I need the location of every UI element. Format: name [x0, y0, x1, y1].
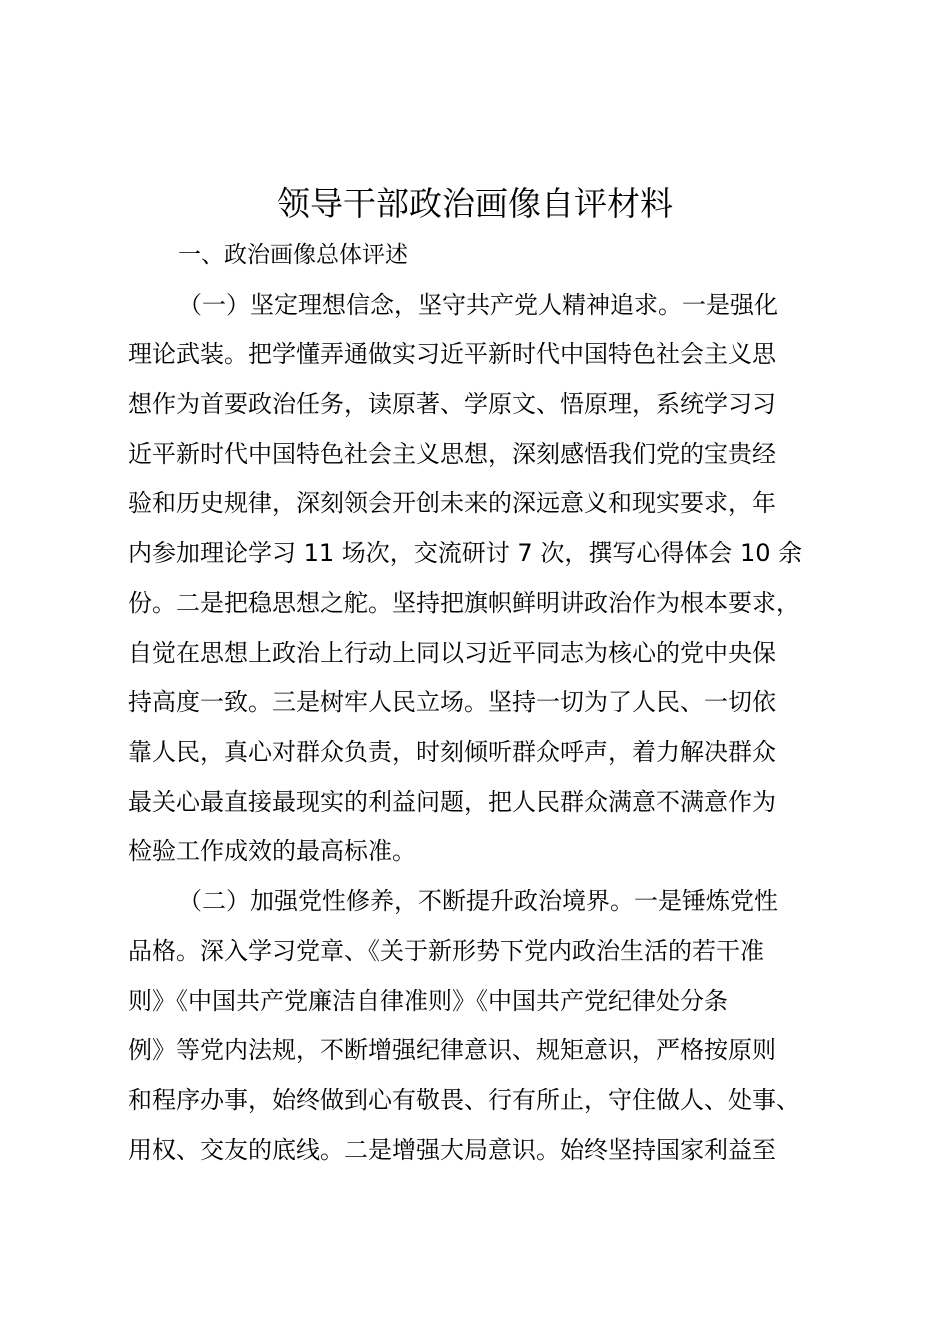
- paragraph-1-line-5: 验和历史规律，深刻领会开创未来的深远意义和现实要求，年: [128, 489, 776, 517]
- paragraph-1-line-3: 想作为首要政治任务，读原著、学原文、悟原理，系统学习习: [128, 390, 776, 418]
- paragraph-2-line-5: 和程序办事，始终做到心有敬畏、行有所止，守住做人、处事、: [128, 1086, 800, 1114]
- paragraph-1-line-11: 最关心最直接最现实的利益问题，把人民群众满意不满意作为: [128, 788, 776, 816]
- paragraph-1-line-9: 持高度一致。三是树牢人民立场。坚持一切为了人民、一切依: [128, 688, 776, 716]
- paragraph-2-line-6: 用权、交友的底线。二是增强大局意识。始终坚持国家利益至: [128, 1136, 776, 1164]
- paragraph-1-line-6: 内参加理论学习 11 场次，交流研讨 7 次，撰写心得体会 10 余: [128, 539, 803, 567]
- paragraph-1-line-12: 检验工作成效的最高标准。: [128, 837, 416, 865]
- paragraph-1-line-1: （一）坚定理想信念，坚守共产党人精神追求。一是强化: [178, 291, 778, 319]
- paragraph-1-line-10: 靠人民，真心对群众负责，时刻倾听群众呼声，着力解决群众: [128, 738, 776, 766]
- paragraph-2-line-1: （二）加强党性修养，不断提升政治境界。一是锤炼党性: [178, 887, 778, 915]
- document-title: 领导干部政治画像自评材料: [277, 184, 673, 223]
- paragraph-1-line-8: 自觉在思想上政治上行动上同以习近平同志为核心的党中央保: [128, 639, 776, 667]
- paragraph-2-line-3: 则》《中国共产党廉洁自律准则》《中国共产党纪律处分条: [128, 987, 728, 1015]
- paragraph-1-line-2: 理论武装。把学懂弄通做实习近平新时代中国特色社会主义思: [128, 340, 776, 368]
- paragraph-1-line-7: 份。二是把稳思想之舵。坚持把旗帜鲜明讲政治作为根本要求，: [128, 589, 800, 617]
- section-heading: 一、政治画像总体评述: [178, 242, 408, 268]
- paragraph-1-line-4: 近平新时代中国特色社会主义思想，深刻感悟我们党的宝贵经: [128, 440, 776, 468]
- paragraph-2-line-2: 品格。深入学习党章、《关于新形势下党内政治生活的若干准: [128, 937, 764, 965]
- paragraph-2-line-4: 例》等党内法规，不断增强纪律意识、规矩意识，严格按原则: [128, 1036, 776, 1064]
